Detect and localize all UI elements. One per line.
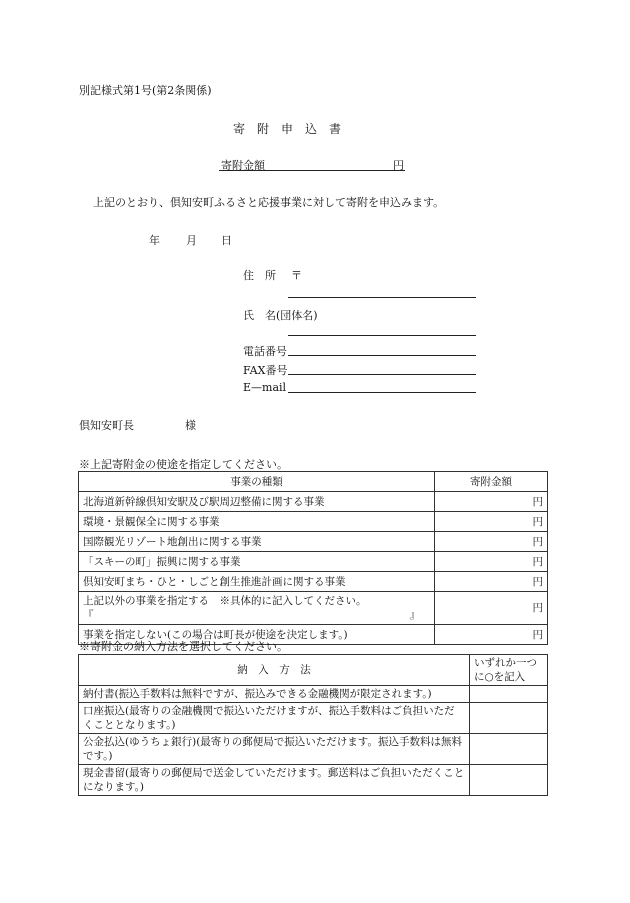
date-year: 年 xyxy=(149,234,160,247)
project-item: 「スキーの町」振興に関する事業 xyxy=(79,552,435,572)
address-underline[interactable] xyxy=(288,297,476,298)
table-row xyxy=(79,552,548,572)
project-item: 環境・景観保全に関する事業 xyxy=(79,512,435,532)
select-cell[interactable] xyxy=(470,765,548,796)
amount-label: 寄附金額 xyxy=(221,159,265,172)
application-statement: 上記のとおり、倶知安町ふるさと応援事業に対して寄附を申込みます。 xyxy=(93,196,445,209)
table-row xyxy=(79,592,548,625)
project-item: 国際観光リゾート地創出に関する事業 xyxy=(79,532,435,552)
table-row xyxy=(79,686,548,703)
email-underline[interactable] xyxy=(288,392,476,393)
payment-method: 口座振込(最寄りの金融機関で振込いただけますが、振込手数料はご負担いただくこととなります。) xyxy=(79,703,470,734)
specify-brackets xyxy=(83,608,430,622)
project-item: 倶知安町まち・ひと・しごと創生推進計画に関する事業 xyxy=(79,572,435,592)
fax-label: FAX番号 xyxy=(243,364,288,377)
header-select: いずれか一つに○を記入 xyxy=(470,655,548,686)
header-project-type: 事業の種類 xyxy=(79,472,435,492)
header-amount: 寄附金額 xyxy=(435,472,548,492)
email-label: E—mail xyxy=(243,381,287,394)
table-row xyxy=(79,703,548,734)
amount-unit: 円 xyxy=(393,159,404,172)
open-bracket: 『 xyxy=(83,609,94,621)
project-item: 北海道新幹線倶知安駅及び駅周辺整備に関する事業 xyxy=(79,492,435,512)
amount-cell[interactable]: 円 xyxy=(435,512,548,532)
select-cell[interactable] xyxy=(470,734,548,765)
select-cell[interactable] xyxy=(470,686,548,703)
payment-method: 公金払込(ゆうちょ銀行)(最寄りの郵便局で振込いただけます。振込手数料は無料です。) xyxy=(79,734,470,765)
form-reference: 別記様式第1号(第2条関係) xyxy=(79,84,212,97)
phone-label: 電話番号 xyxy=(243,345,287,358)
select-cell[interactable] xyxy=(470,703,548,734)
postal-mark: 〒 xyxy=(291,269,302,282)
table-row xyxy=(79,765,548,796)
amount-cell[interactable]: 円 xyxy=(435,552,548,572)
table-row xyxy=(79,512,548,532)
payment-header-row xyxy=(79,655,548,686)
usage-header-row xyxy=(79,472,548,492)
phone-underline[interactable] xyxy=(288,355,476,356)
table-row xyxy=(79,532,548,552)
other-project-cell[interactable] xyxy=(79,592,435,625)
date-day: 日 xyxy=(221,234,232,247)
table-row xyxy=(79,492,548,512)
amount-cell[interactable]: 円 xyxy=(435,625,548,645)
amount-cell[interactable]: 円 xyxy=(435,532,548,552)
document-title: 寄 附 申 込 書 xyxy=(233,122,342,136)
recipient-honorific: 様 xyxy=(185,419,196,432)
name-label: 氏 名(団体名) xyxy=(243,309,318,322)
amount-cell[interactable]: 円 xyxy=(435,572,548,592)
payment-method: 納付書(振込手数料は無料ですが、振込みできる金融機関が限定されます。) xyxy=(79,686,470,703)
fax-underline[interactable] xyxy=(288,374,476,375)
amount-cell[interactable]: 円 xyxy=(435,492,548,512)
payment-method: 現金書留(最寄りの郵便局で送金していただけます。郵送料はご負担いただくことになります。) xyxy=(79,765,470,796)
close-bracket: 』 xyxy=(409,609,420,621)
date-month: 月 xyxy=(186,234,197,247)
payment-table xyxy=(78,654,548,796)
amount-underline[interactable] xyxy=(219,170,405,171)
amount-cell[interactable]: 円 xyxy=(435,592,548,625)
payment-instruction: ※寄附金の納入方法を選択してください。 xyxy=(79,640,288,653)
address-label: 住 所 xyxy=(243,269,276,282)
project-item: 事業を指定しない(この場合は町長が使途を決定します。) xyxy=(79,625,435,645)
recipient-name: 倶知安町長 xyxy=(79,419,134,432)
project-item: 上記以外の事業を指定する ※具体的に記入してください。 xyxy=(83,595,367,607)
usage-table xyxy=(78,471,548,645)
usage-instruction: ※上記寄附金の使途を指定してください。 xyxy=(79,458,288,471)
table-row xyxy=(79,734,548,765)
name-underline[interactable] xyxy=(288,335,476,336)
table-row xyxy=(79,572,548,592)
header-payment-method: 納 入 方 法 xyxy=(79,655,470,686)
